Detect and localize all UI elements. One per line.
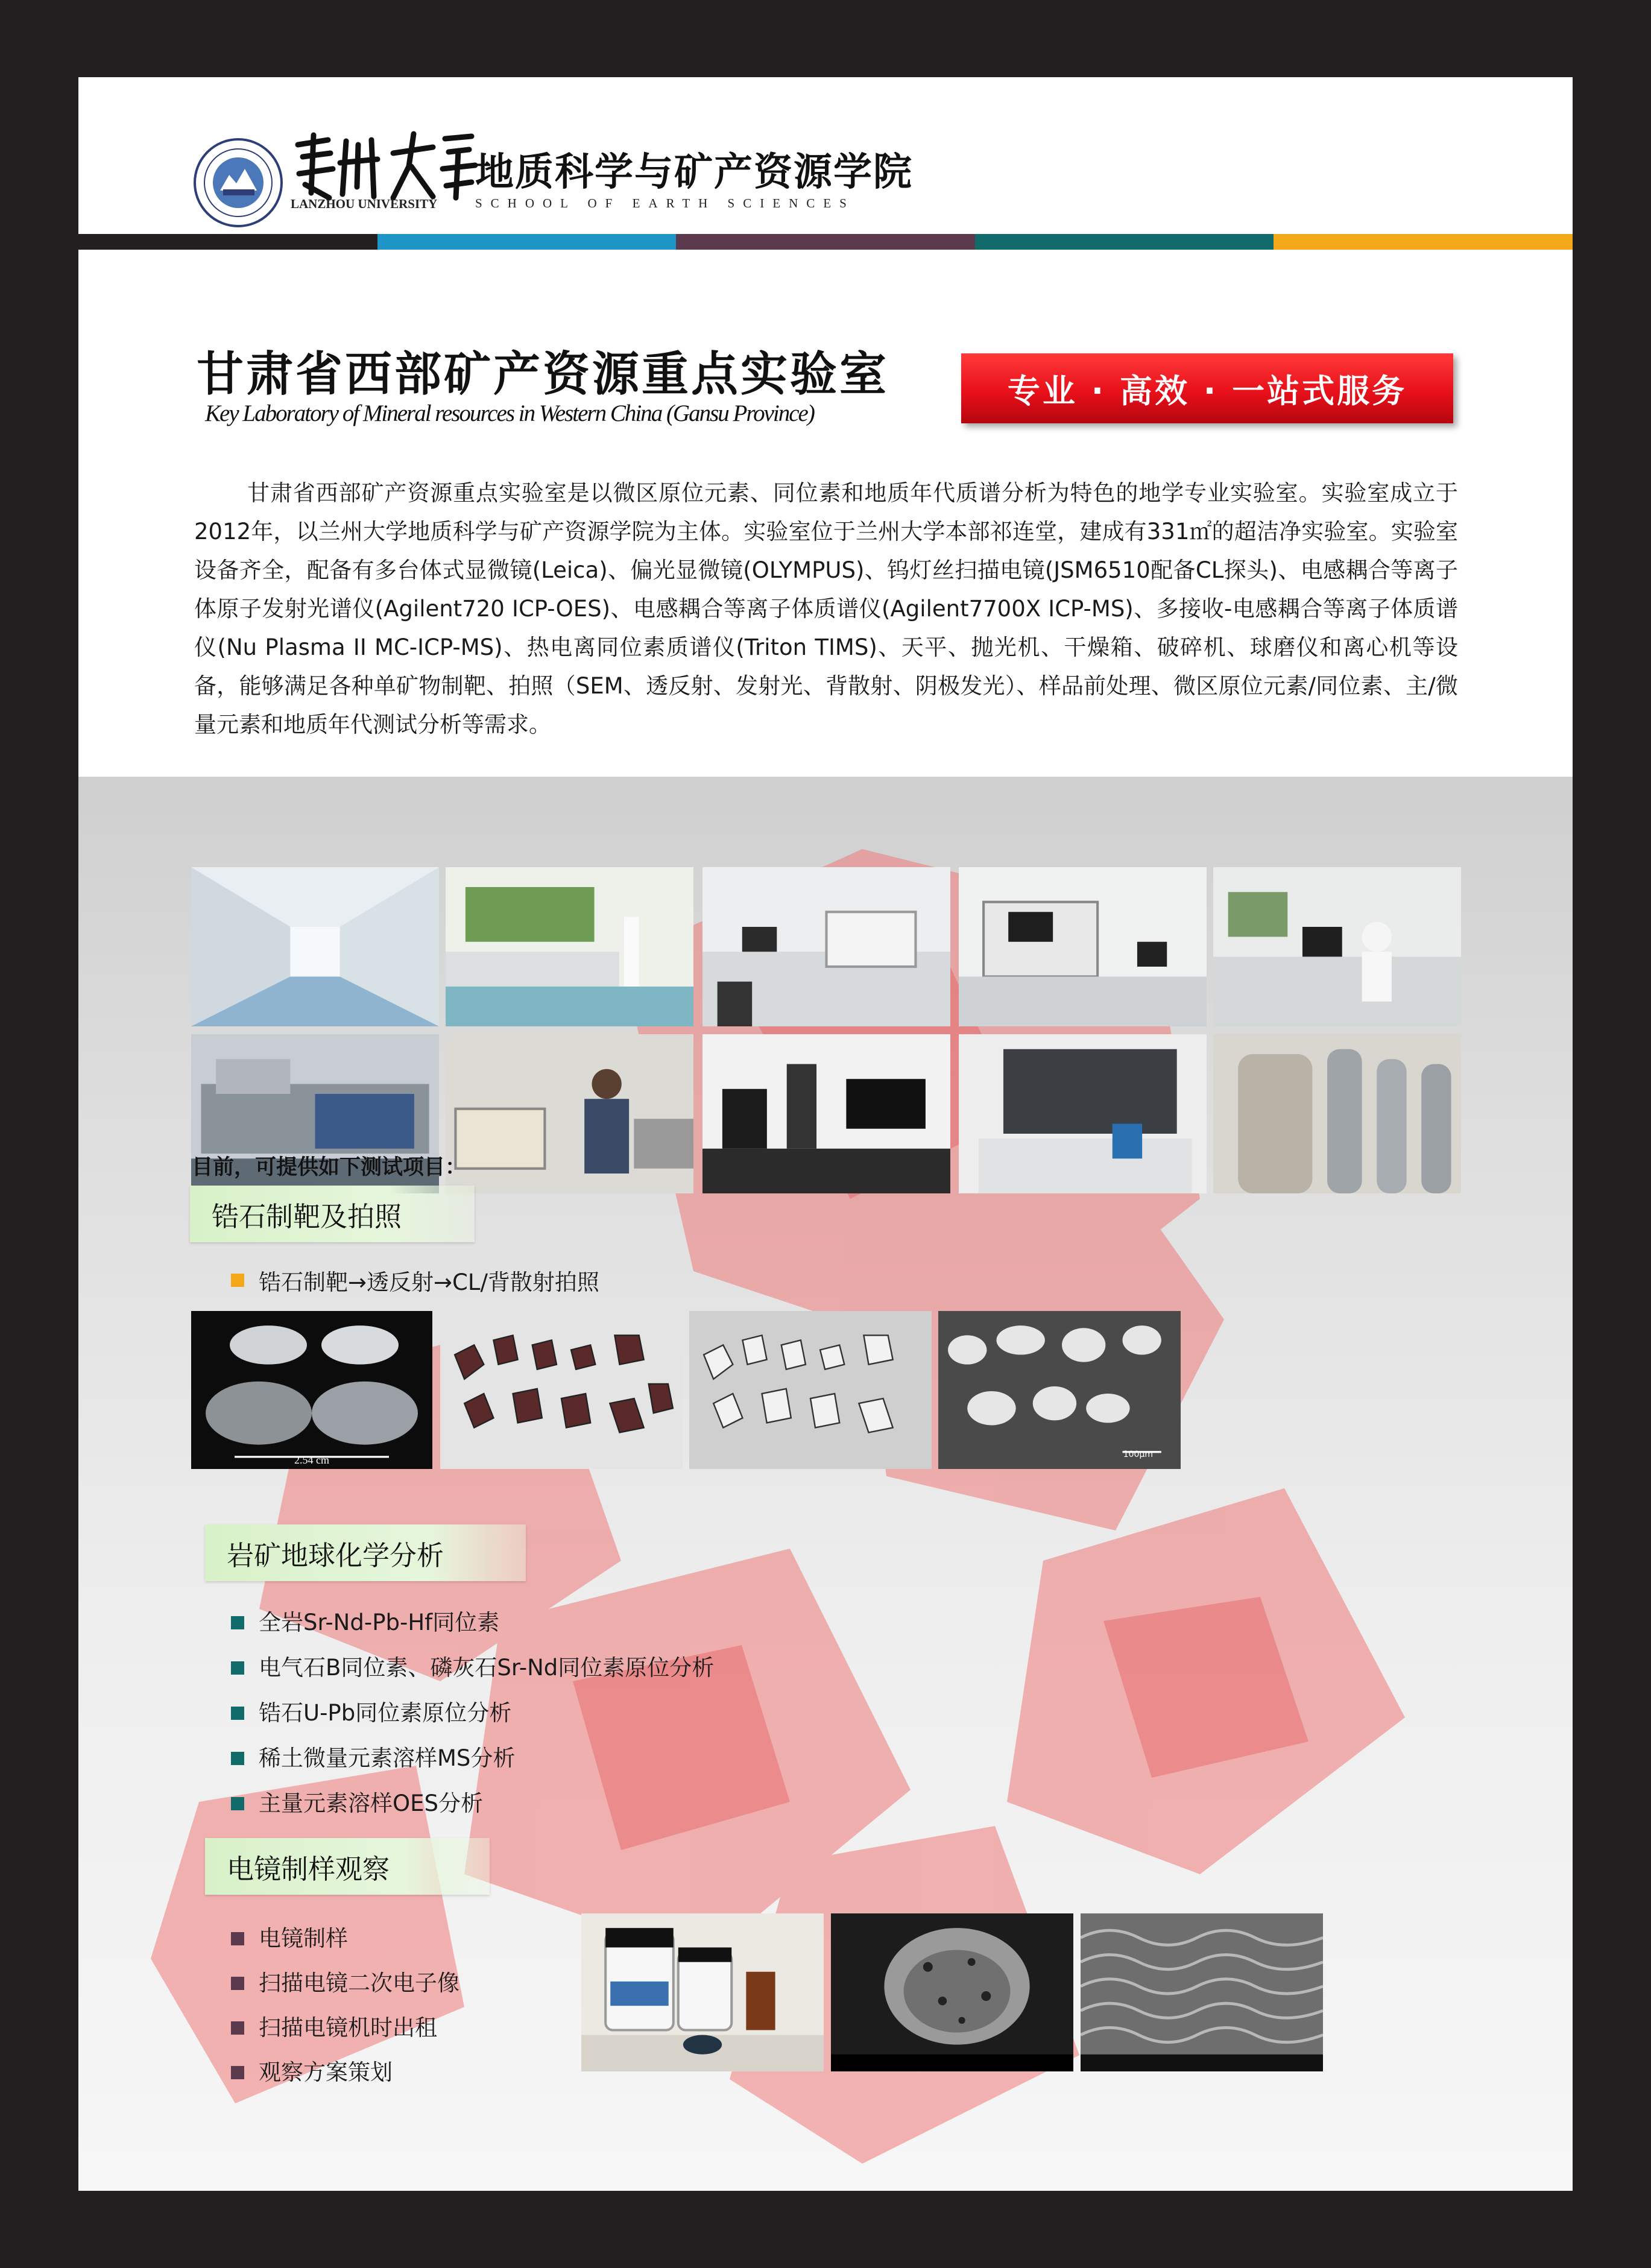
lab-photo-fume-hoods bbox=[446, 867, 693, 1026]
list-item bbox=[231, 1600, 714, 1645]
sem-items-list bbox=[231, 1916, 459, 2095]
scale-caption: 100μm bbox=[1123, 1450, 1153, 1459]
bullet-square-icon bbox=[231, 1616, 244, 1629]
lab-photo-icp-station bbox=[702, 867, 950, 1026]
list-item-text: 锆石U-Pb同位素原位分析 bbox=[259, 1700, 512, 1726]
list-item-text: 全岩Sr-Nd-Pb-Hf同位素 bbox=[259, 1609, 500, 1635]
list-item bbox=[231, 1781, 714, 1826]
bullet-square-icon bbox=[231, 1752, 244, 1765]
zircon-reflected-photo bbox=[689, 1311, 932, 1469]
list-item-text: 锆石制靶→透反射→CL/背散射拍照 bbox=[259, 1269, 599, 1295]
scale-caption: 2.54 cm bbox=[294, 1454, 329, 1466]
school-name-en: SCHOOL OF EARTH SCIENCES bbox=[475, 196, 855, 210]
lab-photo-microscope bbox=[702, 1034, 950, 1193]
zircon-items-list bbox=[231, 1264, 599, 1297]
poster-sheet bbox=[78, 77, 1573, 2191]
bullet-square-icon bbox=[231, 1661, 244, 1675]
list-item-text: 电镜制样 bbox=[259, 1925, 348, 1951]
list-item-text: 扫描电镜机时出租 bbox=[259, 2015, 437, 2041]
sem-surface-texture-photo bbox=[1081, 1913, 1323, 2071]
list-item bbox=[231, 1916, 459, 1961]
university-calligraphy-logo bbox=[291, 127, 478, 205]
band-segment bbox=[377, 234, 677, 250]
sem-secondary-electron-photo bbox=[831, 1913, 1073, 2071]
university-name-en: LANZHOU UNIVERSITY bbox=[291, 197, 438, 211]
bullet-square-icon bbox=[231, 1932, 244, 1945]
slogan-banner bbox=[961, 353, 1453, 423]
band-segment bbox=[975, 234, 1274, 250]
list-item bbox=[231, 1690, 714, 1736]
zircon-transmitted-photo bbox=[440, 1311, 683, 1469]
list-item-text: 扫描电镜二次电子像 bbox=[259, 1970, 459, 1996]
list-item-text: 稀土微量元素溶样MS分析 bbox=[259, 1745, 516, 1771]
section-title-text: 电镜制样观察 bbox=[227, 1853, 390, 1885]
lab-photo-fume-cabinet bbox=[959, 1034, 1207, 1193]
band-segment bbox=[676, 234, 975, 250]
band-segment bbox=[1274, 234, 1573, 250]
bullet-square-icon bbox=[231, 1274, 244, 1287]
zircon-target-photo bbox=[191, 1311, 432, 1469]
list-item bbox=[231, 1736, 714, 1781]
list-item-text: 主量元素溶样OES分析 bbox=[259, 1790, 483, 1816]
university-seal-logo bbox=[193, 137, 283, 228]
section-title-zircon bbox=[190, 1186, 475, 1242]
list-item bbox=[231, 1961, 459, 2006]
lab-photo-gas-cylinders bbox=[1213, 1034, 1461, 1193]
list-item-text: 观察方案策划 bbox=[259, 2059, 393, 2085]
geochem-items-list bbox=[231, 1600, 714, 1826]
slogan-text: 专业 · 高效 · 一站式服务 bbox=[1007, 371, 1407, 410]
section-title-sem bbox=[205, 1838, 490, 1895]
zircon-cl-photo bbox=[938, 1311, 1181, 1469]
list-item-text: 电气石B同位素、磷灰石Sr-Nd同位素原位分析 bbox=[259, 1655, 715, 1681]
bullet-square-icon bbox=[231, 1977, 244, 1990]
sem-resin-photo bbox=[581, 1913, 824, 2071]
lab-photo-mass-spectrometer bbox=[959, 867, 1207, 1026]
bullet-square-icon bbox=[231, 2021, 244, 2035]
list-item bbox=[231, 1645, 714, 1690]
section-title-geochem bbox=[205, 1524, 526, 1581]
bullet-square-icon bbox=[231, 1797, 244, 1810]
lab-title-cn: 甘肃省西部矿产资源重点实验室 bbox=[197, 347, 889, 402]
lab-photo-tims-workstation bbox=[1213, 867, 1461, 1026]
list-item bbox=[231, 1264, 599, 1297]
bullet-square-icon bbox=[231, 2066, 244, 2079]
list-item bbox=[231, 2006, 459, 2050]
lab-photo-sample-prep bbox=[446, 1034, 693, 1193]
section-title-text: 岩矿地球化学分析 bbox=[227, 1539, 444, 1571]
school-name-cn: 地质科学与矿产资源学院 bbox=[475, 150, 913, 195]
list-item bbox=[231, 2050, 459, 2095]
band-segment bbox=[78, 234, 377, 250]
lab-title-en: Key Laboratory of Mineral resources in Western China (Gansu Province) bbox=[205, 400, 814, 426]
header-color-band bbox=[78, 234, 1573, 250]
bullet-square-icon bbox=[231, 1707, 244, 1720]
lab-photo-clean-corridor bbox=[191, 867, 439, 1026]
services-intro: 目前，可提供如下测试项目： bbox=[192, 1155, 467, 1180]
intro-paragraph: 甘肃省西部矿产资源重点实验室是以微区原位元素、同位素和地质年代质谱分析为特色的地学专业实验室。实验室成立于2012年，以兰州大学地质科学与矿产资源学院为主体。实验室位于兰州大学本部祁连堂，建成有331㎡的超洁净实验室。实验室设备齐全，配备有多台体式显微镜(Leica)、偏光显微镜(OLYMPUS)、钨灯丝扫描电镜(JSM6510配备CL探头)、电感耦合等离子体原子发射光谱仪(Agilent720 ICP-OES)、电感耦合等离子体质谱仪(Agilent7700X ICP-MS)、多接收-电感耦合等离子体质谱仪(Nu Plasma II MC-ICP-MS)、热电离同位素质谱仪(Triton TIMS)、天平、抛光机、干燥箱、破碎机、球磨仪和离心机等设备，能够满足各种单矿物制靶、拍照（SEM、透反射、发射光、背散射、阴极发光）、样品前处理、微区原位元素/同位素、主/微量元素和地质年代测试分析等需求。 bbox=[194, 480, 1458, 738]
section-title-text: 锆石制靶及拍照 bbox=[212, 1200, 402, 1233]
